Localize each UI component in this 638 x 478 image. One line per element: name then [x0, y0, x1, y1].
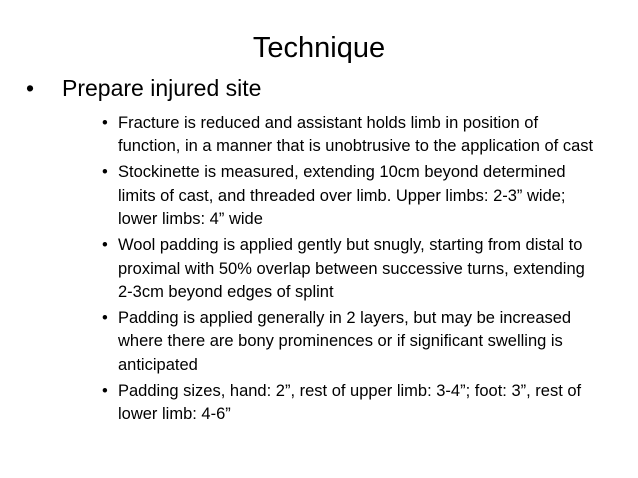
sub-bullet-text: Wool padding is applied gently but snugly, starting from distal to proximal with 50% overlap between successive turns, extending 2-3cm beyond edges of splint [118, 236, 585, 302]
sub-bullet-list [102, 112, 602, 429]
sub-bullet-text: Stockinette is measured, extending 10cm beyond determined limits of cast, and threaded over limb. Upper limbs: 2-3” wide; lower limbs: 4” wide [118, 163, 566, 229]
sub-bullet-item [102, 234, 602, 304]
sub-bullet-item [102, 307, 602, 377]
bullet-icon: • [102, 309, 108, 328]
bullet-icon: • [102, 236, 108, 255]
sub-bullet-item [102, 380, 602, 427]
main-bullet-text: Prepare injured site [62, 75, 262, 101]
main-bullet-item [26, 73, 616, 103]
bullet-icon: • [26, 75, 35, 101]
bullet-icon: • [102, 163, 108, 182]
sub-bullet-text: Padding is applied generally in 2 layers, but may be increased where there are bony prominences or if significant swelling is anticipated [118, 309, 572, 374]
main-bullet-list [26, 73, 616, 103]
sub-bullet-text: Fracture is reduced and assistant holds limb in position of function, in a manner that is unobtrusive to the application of cast [118, 114, 594, 156]
sub-bullet-item [102, 161, 602, 231]
bullet-icon: • [102, 114, 108, 132]
slide-title: Technique [252, 32, 386, 64]
sub-bullet-text: Padding sizes, hand: 2”, rest of upper limb: 3-4”; foot: 3”, rest of lower limb: 4-6” [118, 381, 582, 424]
bullet-icon: • [102, 381, 108, 400]
sub-bullet-item [102, 112, 602, 159]
